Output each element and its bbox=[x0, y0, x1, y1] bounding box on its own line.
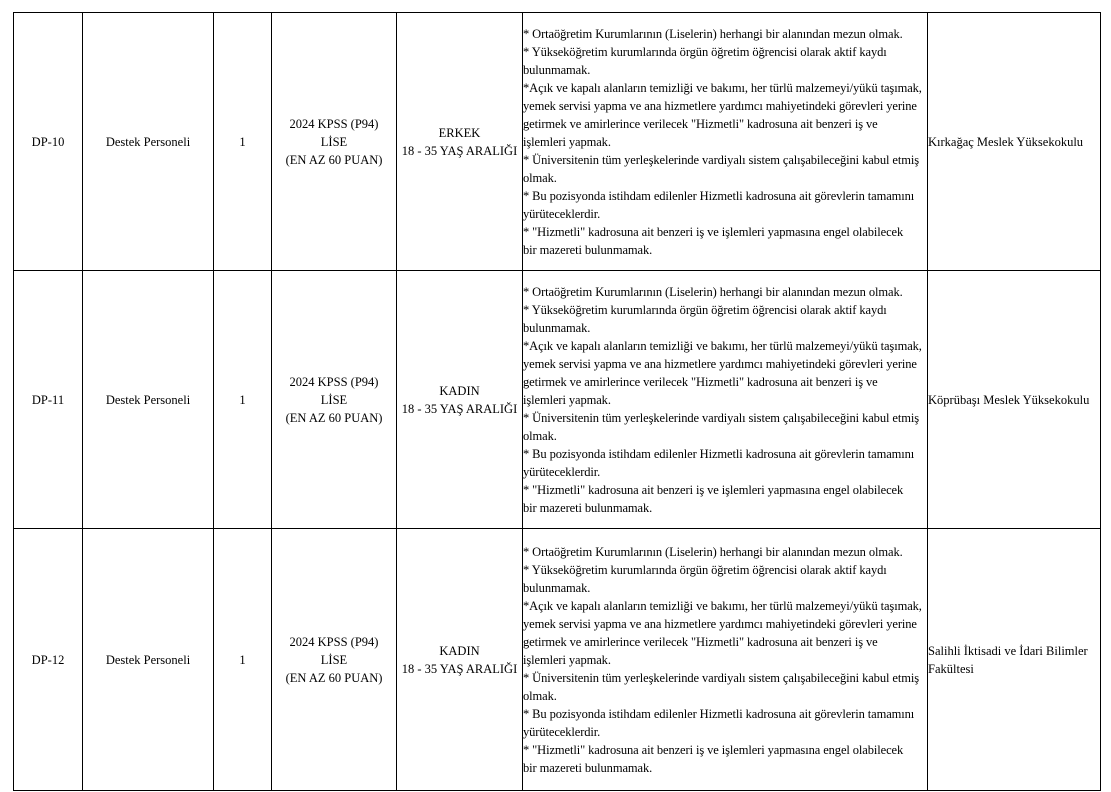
requirement-line: yürüteceklerdir. bbox=[523, 724, 601, 739]
requirement-line: yemek servisi yapma ve ana hizmetlere yardımcı mahiyetindeki görevleri yerine bbox=[523, 616, 917, 631]
qualification-line: (EN AZ 60 PUAN) bbox=[285, 670, 383, 685]
position-title-cell: Destek Personeli bbox=[83, 271, 214, 529]
requirement-line: bulunmamak. bbox=[523, 62, 591, 77]
gender-age-cell bbox=[397, 529, 523, 791]
position-code-cell: DP-11 bbox=[14, 271, 83, 529]
unit-cell bbox=[928, 13, 1101, 271]
requirement-line: olmak. bbox=[523, 428, 557, 443]
requirement-line: işlemleri yapmak. bbox=[523, 392, 611, 407]
qualification-cell bbox=[272, 13, 397, 271]
age-range-label: 18 - 35 YAŞ ARALIĞI bbox=[401, 143, 518, 158]
age-range-label: 18 - 35 YAŞ ARALIĞI bbox=[401, 661, 518, 676]
qualification-line: 2024 KPSS (P94) bbox=[289, 634, 379, 649]
gender-label: ERKEK bbox=[438, 125, 481, 140]
position-title-cell: Destek Personeli bbox=[83, 13, 214, 271]
qualification-line: LİSE bbox=[320, 134, 348, 149]
requirement-line: yemek servisi yapma ve ana hizmetlere yardımcı mahiyetindeki görevleri yerine bbox=[523, 356, 917, 371]
qualification-line: (EN AZ 60 PUAN) bbox=[285, 410, 383, 425]
unit-cell bbox=[928, 271, 1101, 529]
requirement-line: işlemleri yapmak. bbox=[523, 652, 611, 667]
requirement-line: getirmek ve amirlerince verilecek "Hizmetli" kadrosuna ait benzeri iş ve bbox=[523, 634, 878, 649]
requirement-line: * Bu pozisyonda istihdam edilenler Hizmetli kadrosuna ait görevlerin tamamını bbox=[523, 706, 915, 721]
qualification-line: LİSE bbox=[320, 652, 348, 667]
requirement-line: * Üniversitenin tüm yerleşkelerinde vardiyalı sistem çalışabileceğini kabul etmiş bbox=[523, 152, 919, 167]
position-count-cell: 1 bbox=[214, 529, 272, 791]
gender-age-cell bbox=[397, 271, 523, 529]
requirement-line: olmak. bbox=[523, 688, 557, 703]
requirements-cell bbox=[523, 271, 928, 529]
unit-name-line: Salihli İktisadi ve İdari Bilimler bbox=[928, 643, 1088, 658]
positions-table bbox=[13, 12, 1101, 791]
qualification-cell bbox=[272, 271, 397, 529]
positions-table-body bbox=[14, 13, 1101, 791]
requirement-line: *Açık ve kapalı alanların temizliği ve bakımı, her türlü malzemeyi/yükü taşımak, bbox=[523, 598, 922, 613]
unit-name-line: Kırkağaç Meslek Yüksekokulu bbox=[928, 134, 1084, 149]
requirement-line: işlemleri yapmak. bbox=[523, 134, 611, 149]
qualification-cell bbox=[272, 529, 397, 791]
position-count-cell: 1 bbox=[214, 271, 272, 529]
gender-label: KADIN bbox=[439, 383, 480, 398]
table-row bbox=[14, 529, 1101, 791]
position-code-cell: DP-10 bbox=[14, 13, 83, 271]
requirement-line: * "Hizmetli" kadrosuna ait benzeri iş ve işlemleri yapmasına engel olabilecek bbox=[523, 742, 904, 757]
requirements-cell bbox=[523, 529, 928, 791]
requirement-line: * Ortaöğretim Kurumlarının (Liselerin) herhangi bir alanından mezun olmak. bbox=[523, 26, 903, 41]
requirement-line: *Açık ve kapalı alanların temizliği ve bakımı, her türlü malzemeyi/yükü taşımak, bbox=[523, 338, 922, 353]
requirement-line: * Yükseköğretim kurumlarında örgün öğretim öğrencisi olarak aktif kaydı bbox=[523, 562, 887, 577]
requirement-line: bir mazereti bulunmamak. bbox=[523, 500, 653, 515]
qualification-line: LİSE bbox=[320, 392, 348, 407]
requirement-line: yürüteceklerdir. bbox=[523, 464, 601, 479]
requirement-line: * Ortaöğretim Kurumlarının (Liselerin) herhangi bir alanından mezun olmak. bbox=[523, 284, 903, 299]
unit-name-line: Fakültesi bbox=[928, 661, 974, 676]
requirement-line: bulunmamak. bbox=[523, 580, 591, 595]
requirements-cell bbox=[523, 13, 928, 271]
position-count-cell: 1 bbox=[214, 13, 272, 271]
table-row bbox=[14, 13, 1101, 271]
gender-age-cell bbox=[397, 13, 523, 271]
qualification-line: 2024 KPSS (P94) bbox=[289, 374, 379, 389]
requirement-line: yürüteceklerdir. bbox=[523, 206, 601, 221]
unit-cell bbox=[928, 529, 1101, 791]
position-title-cell: Destek Personeli bbox=[83, 529, 214, 791]
requirement-line: * Bu pozisyonda istihdam edilenler Hizmetli kadrosuna ait görevlerin tamamını bbox=[523, 446, 915, 461]
qualification-line: 2024 KPSS (P94) bbox=[289, 116, 379, 131]
requirement-line: * "Hizmetli" kadrosuna ait benzeri iş ve işlemleri yapmasına engel olabilecek bbox=[523, 482, 904, 497]
requirement-line: olmak. bbox=[523, 170, 557, 185]
requirement-line: * Yükseköğretim kurumlarında örgün öğretim öğrencisi olarak aktif kaydı bbox=[523, 302, 887, 317]
requirement-line: * Üniversitenin tüm yerleşkelerinde vardiyalı sistem çalışabileceğini kabul etmiş bbox=[523, 410, 919, 425]
position-code-cell: DP-12 bbox=[14, 529, 83, 791]
requirement-line: getirmek ve amirlerince verilecek "Hizmetli" kadrosuna ait benzeri iş ve bbox=[523, 116, 878, 131]
unit-name-line: Köprübaşı Meslek Yüksekokulu bbox=[928, 392, 1090, 407]
requirement-line: * "Hizmetli" kadrosuna ait benzeri iş ve işlemleri yapmasına engel olabilecek bbox=[523, 224, 904, 239]
requirement-line: getirmek ve amirlerince verilecek "Hizmetli" kadrosuna ait benzeri iş ve bbox=[523, 374, 878, 389]
requirement-line: bulunmamak. bbox=[523, 320, 591, 335]
requirement-line: * Yükseköğretim kurumlarında örgün öğretim öğrencisi olarak aktif kaydı bbox=[523, 44, 887, 59]
requirement-line: *Açık ve kapalı alanların temizliği ve bakımı, her türlü malzemeyi/yükü taşımak, bbox=[523, 80, 922, 95]
requirement-line: * Bu pozisyonda istihdam edilenler Hizmetli kadrosuna ait görevlerin tamamını bbox=[523, 188, 915, 203]
requirement-line: bir mazereti bulunmamak. bbox=[523, 760, 653, 775]
age-range-label: 18 - 35 YAŞ ARALIĞI bbox=[401, 401, 518, 416]
gender-label: KADIN bbox=[439, 643, 480, 658]
requirement-line: yemek servisi yapma ve ana hizmetlere yardımcı mahiyetindeki görevleri yerine bbox=[523, 98, 917, 113]
requirement-line: * Ortaöğretim Kurumlarının (Liselerin) herhangi bir alanından mezun olmak. bbox=[523, 544, 903, 559]
table-row bbox=[14, 271, 1101, 529]
requirement-line: bir mazereti bulunmamak. bbox=[523, 242, 653, 257]
requirement-line: * Üniversitenin tüm yerleşkelerinde vardiyalı sistem çalışabileceğini kabul etmiş bbox=[523, 670, 919, 685]
qualification-line: (EN AZ 60 PUAN) bbox=[285, 152, 383, 167]
